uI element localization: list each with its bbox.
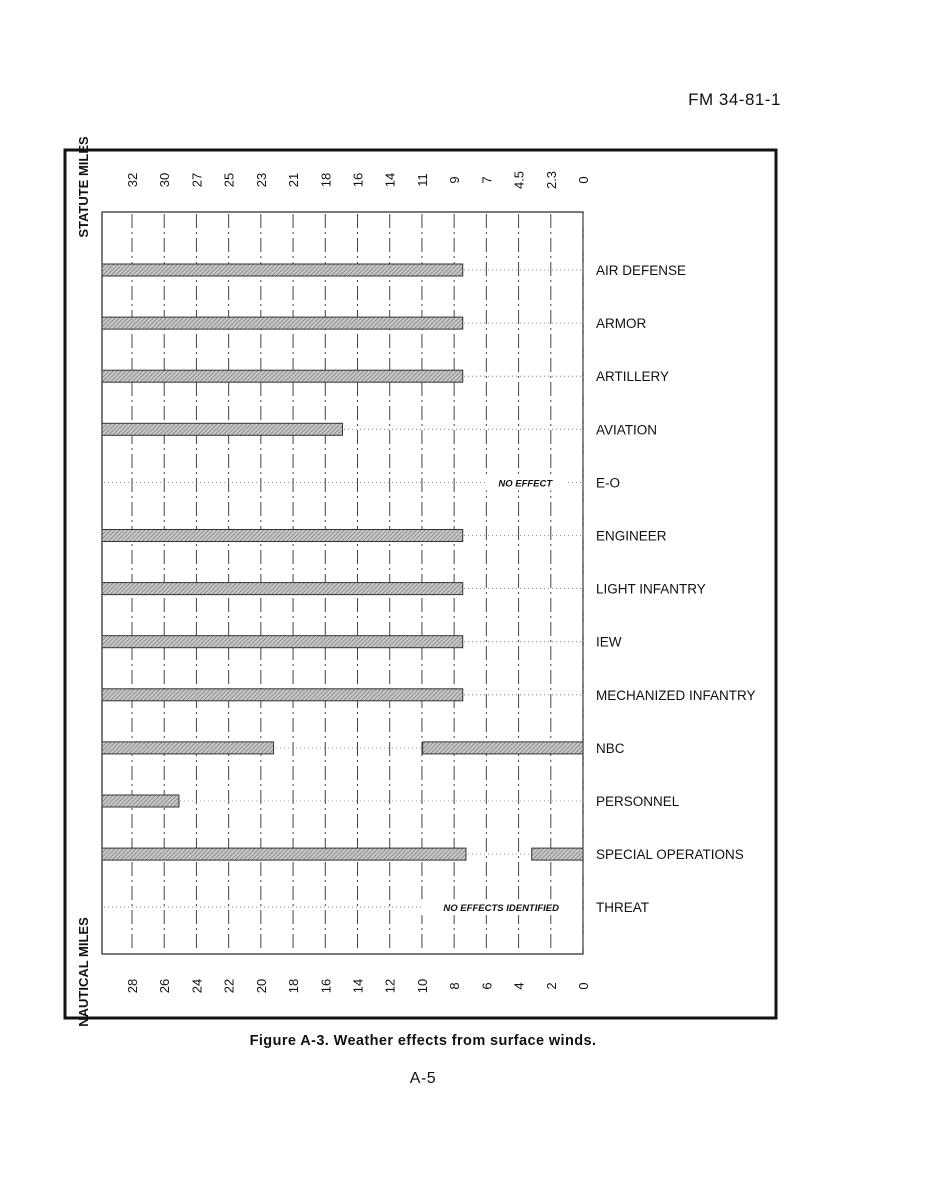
bar [102, 423, 343, 435]
statute-tick-label: 11 [414, 173, 430, 187]
bar [102, 317, 463, 329]
bar [102, 636, 463, 648]
category-label: IEW [596, 634, 622, 650]
bar [102, 689, 463, 701]
nautical-tick-label: 18 [286, 978, 302, 994]
bar [102, 370, 463, 382]
statute-tick-label: 0 [576, 176, 591, 184]
statute-tick-label: 21 [286, 172, 302, 188]
statute-tick-label: 7 [479, 176, 495, 184]
bar [423, 742, 583, 754]
category-label: AIR DEFENSE [596, 263, 687, 278]
category-label: SPECIAL OPERATIONS [596, 847, 744, 863]
statute-miles-ticks [125, 171, 591, 189]
category-label: ENGINEER [596, 528, 667, 544]
nautical-tick-label: 2 [543, 982, 559, 990]
bar [532, 848, 583, 860]
category-label: LIGHT INFANTRY [596, 581, 706, 597]
statute-tick-label: 27 [189, 172, 205, 188]
statute-tick-label: 14 [382, 172, 398, 188]
nautical-tick-label: 26 [157, 978, 173, 994]
nautical-tick-label: 4 [511, 982, 527, 990]
nautical-tick-label: 28 [125, 978, 140, 994]
category-label: MECHANIZED INFANTRY [596, 687, 756, 703]
nautical-tick-label: 12 [382, 978, 398, 994]
bar [102, 264, 463, 276]
category-label: ARTILLERY [596, 369, 670, 385]
statute-tick-label: 32 [125, 172, 140, 188]
category-label: NBC [596, 740, 625, 756]
bar [102, 848, 466, 860]
statute-tick-label: 16 [350, 172, 366, 188]
statute-miles-label: STATUTE MILES [76, 136, 91, 238]
statute-tick-label: 2.3 [543, 170, 559, 190]
statute-tick-label: 4.5 [511, 170, 527, 190]
bars [102, 264, 583, 860]
nautical-tick-label: 22 [221, 978, 237, 994]
document-id: FM 34-81-1 [688, 90, 781, 109]
page-number: A-5 [409, 1070, 437, 1087]
nautical-tick-label: 20 [253, 978, 269, 994]
bar [102, 583, 463, 595]
annotation-label: NO EFFECT [498, 478, 553, 490]
nautical-miles-label: NAUTICAL MILES [76, 917, 91, 1027]
category-label: AVIATION [596, 422, 658, 438]
statute-tick-label: 25 [221, 172, 237, 188]
nautical-tick-label: 0 [576, 982, 591, 990]
annotation-label: NO EFFECTS IDENTIFIED [443, 903, 560, 915]
statute-tick-label: 23 [253, 172, 269, 188]
nautical-tick-label: 8 [447, 982, 463, 990]
statute-tick-label: 9 [447, 176, 463, 184]
category-label: E-O [596, 475, 621, 491]
nautical-miles-ticks [125, 979, 591, 993]
figure-caption: Figure A-3. Weather effects from surface winds. [249, 1033, 597, 1049]
statute-tick-label: 18 [318, 172, 334, 188]
bar [102, 795, 179, 807]
nautical-tick-label: 6 [479, 982, 495, 990]
category-label: ARMOR [596, 316, 647, 332]
nautical-tick-label: 24 [189, 978, 205, 994]
bar [102, 742, 274, 754]
statute-tick-label: 30 [157, 172, 173, 188]
nautical-tick-label: 10 [414, 978, 430, 994]
category-label: THREAT [596, 900, 649, 916]
category-labels [596, 263, 756, 915]
nautical-tick-label: 16 [318, 978, 334, 994]
category-label: PERSONNEL [596, 794, 680, 809]
nautical-tick-label: 14 [350, 978, 366, 994]
bar [102, 530, 463, 542]
